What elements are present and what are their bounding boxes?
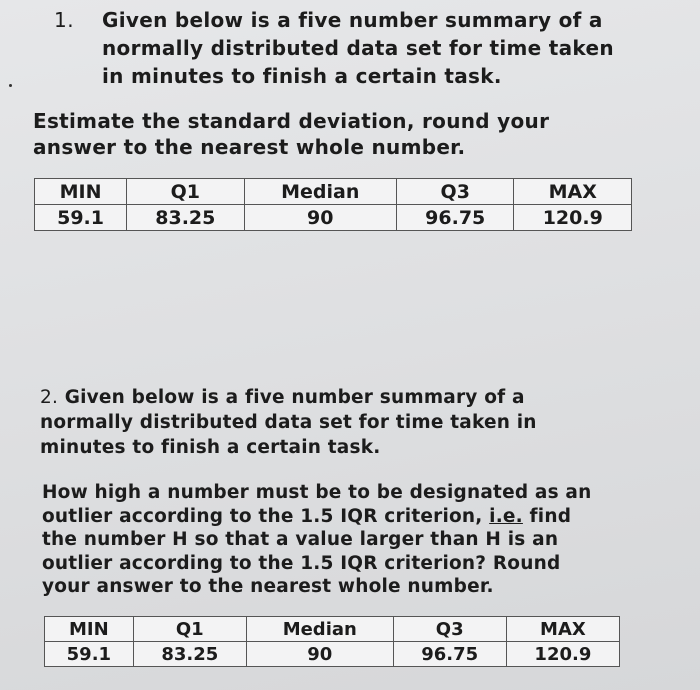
question-1-text [102, 6, 662, 90]
ie-abbreviation: i.e. [489, 505, 523, 527]
header-q1: Q1 [127, 179, 245, 205]
value-q3: 96.75 [396, 205, 514, 231]
question-1-line: normally distributed data set for time taken [102, 36, 614, 60]
question-2-line [40, 385, 630, 410]
question-1-line: Given below is a five number summary of a [102, 8, 603, 32]
question-2-summary-table [44, 616, 620, 667]
question-2-line: minutes to finish a certain task. [40, 437, 381, 458]
header-min: MIN [35, 179, 127, 205]
question-1-number: 1. [54, 8, 75, 32]
question-2-instruction [42, 481, 632, 599]
question-2-text [40, 385, 630, 460]
question-2-line-text: Given below is a five number summary of a [64, 387, 525, 408]
header-max: MAX [506, 617, 619, 642]
header-q3: Q3 [396, 179, 514, 205]
value-min: 59.1 [35, 205, 127, 231]
question-2-instruction-line: outlier according to the 1.5 IQR criterion? Round [42, 552, 561, 574]
value-q1: 83.25 [127, 205, 245, 231]
question-2-number: 2. [40, 387, 59, 408]
instruction-text: outlier according to the 1.5 IQR criterion, [42, 505, 490, 527]
value-q1: 83.25 [133, 642, 246, 667]
header-median: Median [244, 179, 396, 205]
value-median: 90 [246, 642, 393, 667]
question-1-summary-table [34, 178, 632, 231]
table-value-row [35, 205, 632, 231]
value-min: 59.1 [45, 642, 134, 667]
question-2-instruction-line: your answer to the nearest whole number. [42, 576, 494, 597]
table-header-row [45, 617, 620, 642]
header-max: MAX [514, 179, 632, 205]
value-median: 90 [244, 205, 396, 231]
question-2-instruction-line [42, 505, 632, 529]
header-q3: Q3 [393, 617, 506, 642]
question-1-instruction-line: answer to the nearest whole number. [33, 135, 466, 159]
instruction-text: find [522, 505, 572, 527]
header-median: Median [246, 617, 393, 642]
header-min: MIN [45, 617, 134, 642]
value-max: 120.9 [514, 205, 632, 231]
question-2-instruction-line: the number H so that a value larger than H is an [42, 529, 559, 550]
header-q1: Q1 [133, 617, 246, 642]
question-2-instruction-line: How high a number must be to be designated as an [42, 482, 592, 503]
question-1-instruction [33, 108, 633, 160]
table-header-row [35, 179, 632, 205]
question-1-instruction-line: Estimate the standard deviation, round your [33, 109, 550, 133]
value-max: 120.9 [506, 642, 619, 667]
stray-mark [9, 84, 12, 87]
question-1-line: in minutes to finish a certain task. [102, 64, 502, 88]
table-value-row [45, 642, 620, 667]
value-q3: 96.75 [393, 642, 506, 667]
question-2-line: normally distributed data set for time taken in [40, 412, 537, 433]
